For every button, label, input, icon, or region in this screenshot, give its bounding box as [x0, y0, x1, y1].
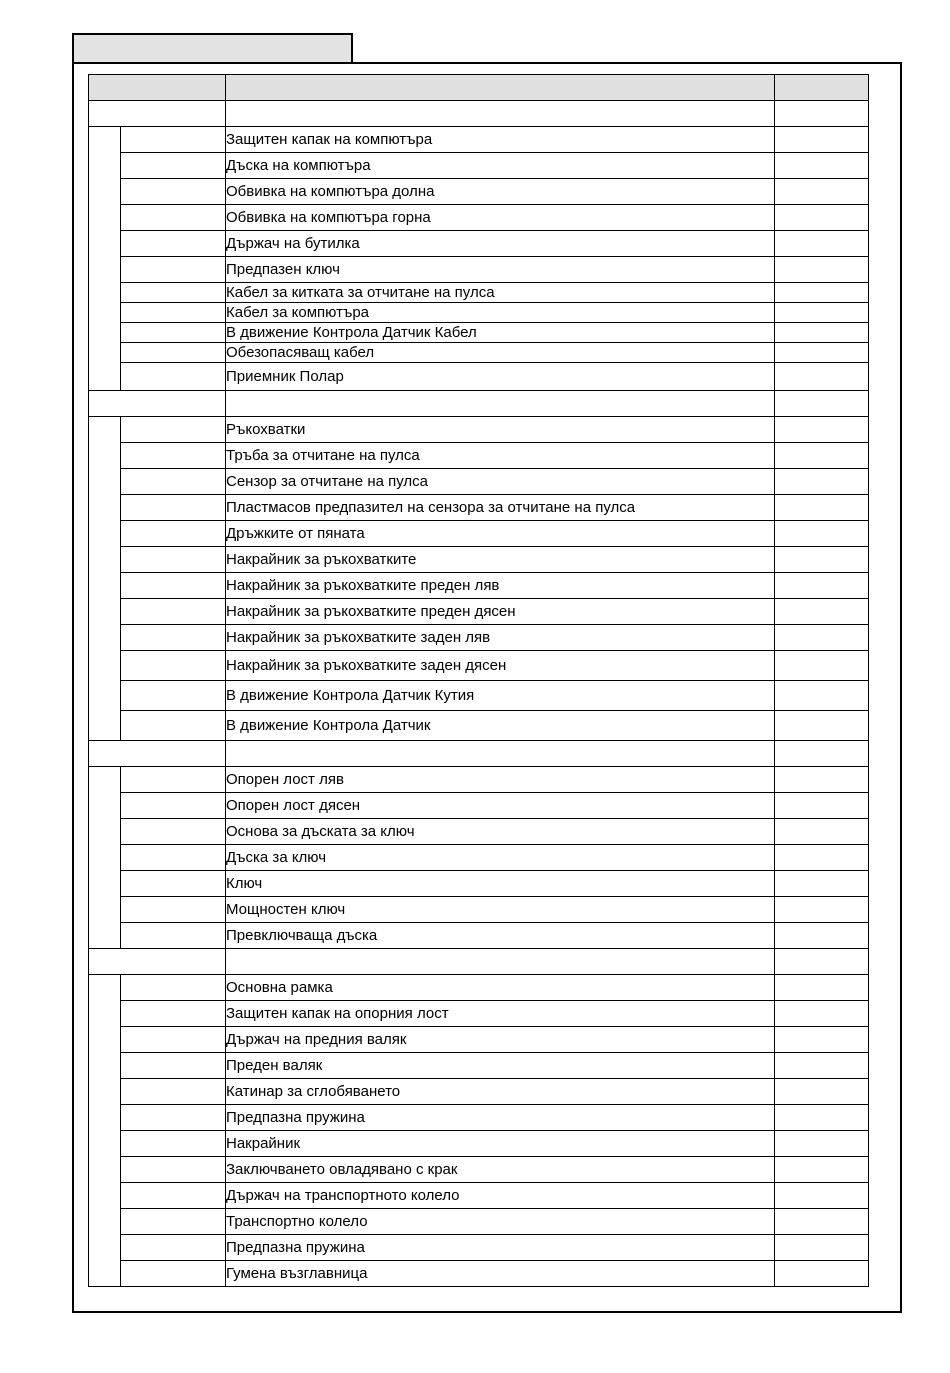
part-name-cell: Тръба за отчитане на пулса [226, 443, 775, 469]
part-quantity-cell [775, 257, 869, 283]
table-row [89, 469, 869, 495]
part-number-cell [121, 767, 226, 793]
part-number-cell [121, 495, 226, 521]
header-cell-number [89, 75, 226, 101]
part-quantity-cell [775, 975, 869, 1001]
table-row [89, 343, 869, 363]
part-quantity-cell [775, 681, 869, 711]
section-quantity-cell [775, 391, 869, 417]
part-quantity-cell [775, 819, 869, 845]
part-quantity-cell [775, 1079, 869, 1105]
part-name-cell: В движение Контрола Датчик Кутия [226, 681, 775, 711]
table-row [89, 681, 869, 711]
section-title-cell [226, 949, 775, 975]
header-cell-description [226, 75, 775, 101]
part-quantity-cell [775, 547, 869, 573]
section-number-cell [89, 391, 226, 417]
part-quantity-cell [775, 283, 869, 303]
section-number-cell [89, 741, 226, 767]
part-name-cell: Държач на бутилка [226, 231, 775, 257]
part-quantity-cell [775, 231, 869, 257]
part-number-cell [121, 417, 226, 443]
section-title-cell [226, 391, 775, 417]
part-name-cell: Гумена възглавница [226, 1261, 775, 1287]
part-quantity-cell [775, 573, 869, 599]
part-name-cell: Кабел за китката за отчитане на пулса [226, 283, 775, 303]
section-quantity-cell [775, 741, 869, 767]
part-number-cell [121, 793, 226, 819]
part-quantity-cell [775, 599, 869, 625]
part-name-cell: Опорен лост дясен [226, 793, 775, 819]
part-number-cell [121, 231, 226, 257]
part-number-cell [121, 1079, 226, 1105]
part-quantity-cell [775, 1027, 869, 1053]
part-number-cell [121, 975, 226, 1001]
table-row [89, 1027, 869, 1053]
part-number-cell [121, 1209, 226, 1235]
part-quantity-cell [775, 303, 869, 323]
section-header-row [89, 949, 869, 975]
part-quantity-cell [775, 343, 869, 363]
group-strip-cell [89, 417, 121, 741]
part-name-cell: Обвивка на компютъра горна [226, 205, 775, 231]
section-quantity-cell [775, 949, 869, 975]
table-header-row [89, 75, 869, 101]
part-name-cell: Пластмасов предпазител на сензора за отчитане на пулса [226, 495, 775, 521]
part-name-cell: Дъска на компютъра [226, 153, 775, 179]
parts-table-body [89, 75, 869, 1287]
table-row [89, 767, 869, 793]
table-row [89, 127, 869, 153]
part-quantity-cell [775, 1235, 869, 1261]
part-quantity-cell [775, 767, 869, 793]
part-quantity-cell [775, 1183, 869, 1209]
part-name-cell: Предпазна пружина [226, 1235, 775, 1261]
part-quantity-cell [775, 923, 869, 949]
part-quantity-cell [775, 179, 869, 205]
table-row [89, 1235, 869, 1261]
table-row [89, 363, 869, 391]
part-number-cell [121, 153, 226, 179]
part-name-cell: Защитен капак на опорния лост [226, 1001, 775, 1027]
table-row [89, 711, 869, 741]
table-row [89, 547, 869, 573]
part-number-cell [121, 1105, 226, 1131]
table-row [89, 495, 869, 521]
part-number-cell [121, 547, 226, 573]
section-title-cell [226, 741, 775, 767]
part-quantity-cell [775, 495, 869, 521]
table-row [89, 205, 869, 231]
part-quantity-cell [775, 711, 869, 741]
part-number-cell [121, 681, 226, 711]
table-row [89, 923, 869, 949]
part-name-cell: В движение Контрола Датчик Кабел [226, 323, 775, 343]
part-number-cell [121, 469, 226, 495]
part-number-cell [121, 1027, 226, 1053]
part-name-cell: Накрайник за ръкохватките преден дясен [226, 599, 775, 625]
part-quantity-cell [775, 625, 869, 651]
table-row [89, 417, 869, 443]
table-row [89, 897, 869, 923]
part-name-cell: Транспортно колело [226, 1209, 775, 1235]
group-strip-cell [89, 767, 121, 949]
part-name-cell: Дръжките от пяната [226, 521, 775, 547]
table-row [89, 257, 869, 283]
part-name-cell: Накрайник за ръкохватките заден ляв [226, 625, 775, 651]
part-number-cell [121, 1183, 226, 1209]
table-row [89, 303, 869, 323]
part-name-cell: Приемник Полар [226, 363, 775, 391]
part-quantity-cell [775, 1105, 869, 1131]
part-name-cell: Основа за дъската за ключ [226, 819, 775, 845]
part-number-cell [121, 651, 226, 681]
part-name-cell: Сензор за отчитане на пулса [226, 469, 775, 495]
table-row [89, 283, 869, 303]
table-row [89, 1105, 869, 1131]
part-number-cell [121, 205, 226, 231]
part-number-cell [121, 711, 226, 741]
part-name-cell: Дъска за ключ [226, 845, 775, 871]
section-title-cell [226, 101, 775, 127]
table-row [89, 625, 869, 651]
part-number-cell [121, 343, 226, 363]
section-number-cell [89, 949, 226, 975]
table-row [89, 651, 869, 681]
part-name-cell: Опорен лост ляв [226, 767, 775, 793]
part-name-cell: Предпазен ключ [226, 257, 775, 283]
part-quantity-cell [775, 1001, 869, 1027]
part-name-cell: Накрайник за ръкохватките преден ляв [226, 573, 775, 599]
part-number-cell [121, 1235, 226, 1261]
table-row [89, 1079, 869, 1105]
part-name-cell: Накрайник за ръкохватките заден дясен [226, 651, 775, 681]
part-name-cell: Ключ [226, 871, 775, 897]
part-number-cell [121, 521, 226, 547]
part-quantity-cell [775, 845, 869, 871]
part-quantity-cell [775, 1157, 869, 1183]
part-number-cell [121, 1157, 226, 1183]
table-row [89, 231, 869, 257]
part-name-cell: Заключването овладявано с крак [226, 1157, 775, 1183]
table-row [89, 975, 869, 1001]
part-number-cell [121, 303, 226, 323]
table-row [89, 323, 869, 343]
part-number-cell [121, 923, 226, 949]
section-header-row [89, 101, 869, 127]
part-number-cell [121, 363, 226, 391]
group-strip-cell [89, 975, 121, 1287]
part-number-cell [121, 127, 226, 153]
table-row [89, 793, 869, 819]
part-number-cell [121, 845, 226, 871]
part-quantity-cell [775, 127, 869, 153]
part-quantity-cell [775, 1261, 869, 1287]
part-quantity-cell [775, 469, 869, 495]
part-quantity-cell [775, 443, 869, 469]
table-row [89, 871, 869, 897]
part-number-cell [121, 1053, 226, 1079]
part-name-cell: Накрайник за ръкохватките [226, 547, 775, 573]
part-quantity-cell [775, 1131, 869, 1157]
table-row [89, 179, 869, 205]
part-number-cell [121, 819, 226, 845]
table-row [89, 599, 869, 625]
table-row [89, 573, 869, 599]
part-quantity-cell [775, 323, 869, 343]
parts-table [88, 74, 869, 1287]
part-quantity-cell [775, 417, 869, 443]
part-name-cell: Предпазна пружина [226, 1105, 775, 1131]
part-name-cell: Основна рамка [226, 975, 775, 1001]
part-quantity-cell [775, 651, 869, 681]
part-name-cell: В движение Контрола Датчик [226, 711, 775, 741]
table-row [89, 1001, 869, 1027]
part-number-cell [121, 871, 226, 897]
section-header-row [89, 391, 869, 417]
part-quantity-cell [775, 521, 869, 547]
part-name-cell: Държач на транспортното колело [226, 1183, 775, 1209]
part-name-cell: Преден валяк [226, 1053, 775, 1079]
part-number-cell [121, 573, 226, 599]
part-name-cell: Превключваща дъска [226, 923, 775, 949]
part-quantity-cell [775, 793, 869, 819]
section-quantity-cell [775, 101, 869, 127]
table-row [89, 1183, 869, 1209]
table-row [89, 1157, 869, 1183]
part-quantity-cell [775, 897, 869, 923]
part-number-cell [121, 283, 226, 303]
part-number-cell [121, 179, 226, 205]
part-number-cell [121, 625, 226, 651]
part-name-cell: Накрайник [226, 1131, 775, 1157]
part-number-cell [121, 1001, 226, 1027]
table-row [89, 1131, 869, 1157]
section-tab [72, 33, 353, 62]
part-number-cell [121, 1131, 226, 1157]
part-quantity-cell [775, 1053, 869, 1079]
group-strip-cell [89, 127, 121, 391]
part-quantity-cell [775, 205, 869, 231]
table-row [89, 1261, 869, 1287]
part-name-cell: Защитен капак на компютъра [226, 127, 775, 153]
table-row [89, 1053, 869, 1079]
part-number-cell [121, 599, 226, 625]
table-row [89, 521, 869, 547]
table-row [89, 845, 869, 871]
section-header-row [89, 741, 869, 767]
part-number-cell [121, 443, 226, 469]
part-number-cell [121, 323, 226, 343]
part-number-cell [121, 1261, 226, 1287]
part-number-cell [121, 257, 226, 283]
table-row [89, 153, 869, 179]
table-row [89, 819, 869, 845]
part-name-cell: Обезопасяващ кабел [226, 343, 775, 363]
part-quantity-cell [775, 871, 869, 897]
part-name-cell: Кабел за компютъра [226, 303, 775, 323]
part-name-cell: Катинар за сглобяването [226, 1079, 775, 1105]
part-name-cell: Обвивка на компютъра долна [226, 179, 775, 205]
part-number-cell [121, 897, 226, 923]
part-quantity-cell [775, 363, 869, 391]
part-name-cell: Мощностен ключ [226, 897, 775, 923]
table-row [89, 1209, 869, 1235]
table-row [89, 443, 869, 469]
part-name-cell: Държач на предния валяк [226, 1027, 775, 1053]
part-name-cell: Ръкохватки [226, 417, 775, 443]
header-cell-quantity [775, 75, 869, 101]
part-quantity-cell [775, 153, 869, 179]
part-quantity-cell [775, 1209, 869, 1235]
section-number-cell [89, 101, 226, 127]
